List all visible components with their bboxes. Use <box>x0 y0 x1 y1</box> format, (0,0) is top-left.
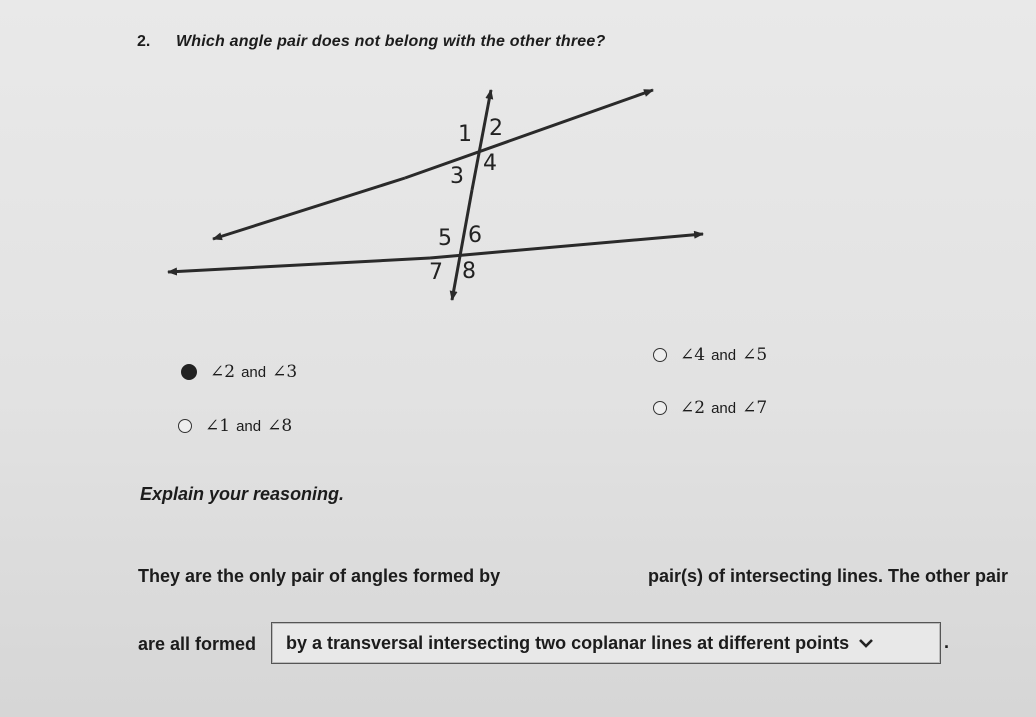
option-2-and-7[interactable] <box>653 398 767 418</box>
angle-label-2: 2 <box>489 116 503 141</box>
chevron-down-icon[interactable] <box>859 635 873 651</box>
lower-line-left <box>168 258 430 272</box>
and-word: and <box>241 363 267 381</box>
angle-b: ∠8 <box>267 416 293 436</box>
question-number: 2. <box>137 33 151 50</box>
reasoning-dropdown[interactable] <box>271 622 941 664</box>
reasoning-line1-end: pair(s) of intersecting lines. The other pair <box>648 566 1009 586</box>
option-2-and-3[interactable] <box>181 362 297 382</box>
angle-label-4: 4 <box>483 151 497 176</box>
reasoning-line2-start: are all formed <box>138 634 257 654</box>
angle-label-3: 3 <box>450 164 464 189</box>
dropdown-selected-value: by a transversal intersecting two coplanar lines at different points <box>286 632 850 653</box>
radio-icon[interactable] <box>178 419 192 433</box>
and-word: and <box>711 346 737 364</box>
angle-label-1: 1 <box>458 122 472 147</box>
angle-b: ∠3 <box>272 362 298 382</box>
angle-label-6: 6 <box>468 223 482 248</box>
angle-label-7: 7 <box>429 260 443 285</box>
angle-label-8: 8 <box>462 259 476 284</box>
question-text: Which angle pair does not belong with the other three? <box>176 33 606 50</box>
angle-a: ∠2 <box>680 398 706 418</box>
and-word: and <box>236 417 262 435</box>
angle-label-5: 5 <box>438 226 452 251</box>
upper-line-left <box>213 178 405 239</box>
radio-selected-icon[interactable] <box>181 364 197 380</box>
reasoning-line1-start: They are the only pair of angles formed by <box>138 566 501 586</box>
angle-a: ∠1 <box>205 416 231 436</box>
explain-prompt: Explain your reasoning. <box>140 484 345 504</box>
option-1-and-8[interactable] <box>178 416 292 436</box>
upper-line <box>405 90 653 178</box>
angle-a: ∠2 <box>210 362 236 382</box>
option-4-and-5[interactable] <box>653 345 767 365</box>
angle-a: ∠4 <box>680 345 706 365</box>
and-word: and <box>711 399 737 417</box>
angle-b: ∠7 <box>742 398 768 418</box>
radio-icon[interactable] <box>653 348 667 362</box>
sentence-period: . <box>944 632 950 652</box>
radio-icon[interactable] <box>653 401 667 415</box>
angle-b: ∠5 <box>742 345 768 365</box>
